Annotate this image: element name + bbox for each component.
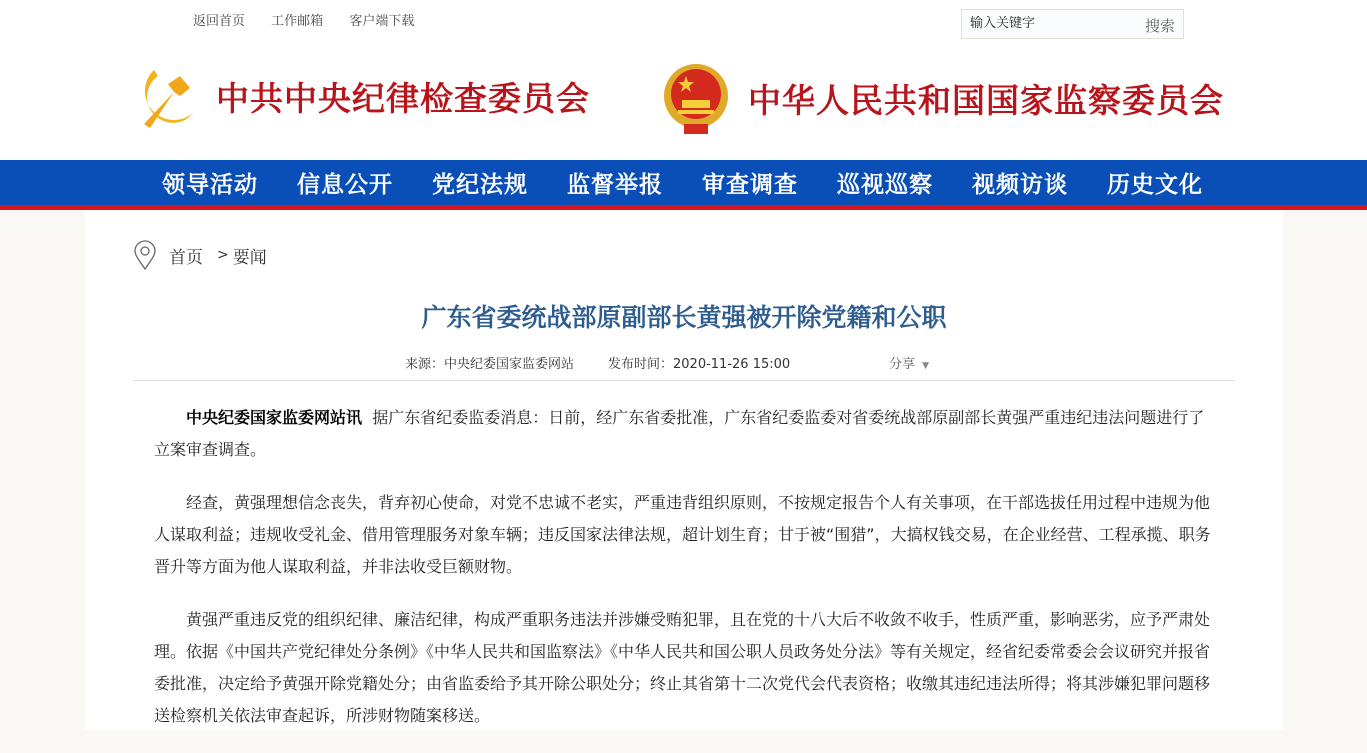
nav-regulations[interactable]: 党纪法规	[432, 171, 528, 198]
share-button[interactable]	[889, 353, 929, 372]
paragraph	[154, 402, 1216, 466]
link-client-download[interactable]: 客户端下载	[349, 14, 415, 29]
ccdi-logo[interactable]	[136, 62, 590, 130]
lead-text: 中央纪委国家监委网站讯	[186, 408, 363, 427]
nsc-logo[interactable]	[662, 62, 1224, 134]
breadcrumb-current[interactable]: 要闻	[232, 247, 267, 268]
nav-history[interactable]: 历史文化	[1107, 171, 1203, 198]
nav-leadership[interactable]: 领导活动	[162, 171, 258, 198]
article-source: 来源：中央纪委国家监委网站	[405, 357, 575, 372]
top-links	[193, 10, 436, 29]
main-nav	[0, 160, 1367, 210]
nav-info[interactable]: 信息公开	[297, 171, 393, 198]
paragraph-text: 据广东省纪委监委消息：日前，经广东省委批准，广东省纪委监委对省委统战部原副部长黄强严重违纪违法问题进行了立案审查调查。	[154, 408, 1205, 459]
link-home[interactable]: 返回首页	[193, 14, 246, 29]
article-meta	[405, 353, 824, 372]
party-emblem-icon	[136, 62, 202, 130]
paragraph: 黄强严重违反党的组织纪律、廉洁纪律，构成严重职务违法并涉嫌受贿犯罪，且在党的十八大后不收敛不收手，性质严重，影响恶劣，应予严肃处理。依据《中国共产党纪律处分条例》《中华人民共和国监察法》《中华人民共和国公职人员政务处分法》等有关规定，经省纪委常委会会议研究并报省委批准，决定给予黄强开除党籍处分；由省监委给予其开除公职处分；终止其省第十二次党代会代表资格；收缴其违纪违法所得；将其涉嫌犯罪问题移送检察机关依法审查起诉，所涉财物随案移送。	[154, 610, 1211, 725]
national-emblem-icon	[662, 62, 730, 134]
ccdi-title: 中共中央纪律检查委员会	[216, 78, 590, 118]
paragraph: 经查，黄强理想信念丧失，背弃初心使命，对党不忠诚不老实，严重违背组织原则，不按规定报告个人有关事项，在干部选拔任用过程中违规为他人谋取利益；违规收受礼金、借用管理服务对象车辆；违反国家法律法规，超计划生育；甘于被“围猎”，大搞权钱交易，在企业经营、工程承揽、职务晋升等方面为他人谋取利益，并非法收受巨额财物。	[154, 493, 1211, 576]
link-work-email[interactable]: 工作邮箱	[271, 14, 324, 29]
nav-investigation[interactable]: 审查调查	[702, 171, 798, 198]
nav-report[interactable]: 监督举报	[567, 171, 663, 198]
search-input[interactable]	[970, 16, 1130, 31]
article-time: 发布时间：2020-11-26 15:00	[608, 357, 791, 372]
nsc-title: 中华人民共和国国家监察委员会	[748, 80, 1224, 120]
nav-video[interactable]: 视频访谈	[972, 171, 1068, 198]
search-button[interactable]: 搜索	[1144, 17, 1175, 35]
search-box	[961, 9, 1184, 39]
breadcrumb	[133, 240, 267, 270]
article-container	[85, 210, 1283, 730]
top-header	[0, 0, 1367, 160]
breadcrumb-separator: >	[217, 247, 229, 263]
nav-inspection[interactable]: 巡视巡察	[837, 171, 933, 198]
breadcrumb-home[interactable]: 首页	[169, 247, 203, 268]
divider	[133, 380, 1235, 381]
share-label: 分享	[889, 357, 916, 372]
article-body	[154, 402, 1216, 753]
chevron-down-icon: ▼	[922, 361, 930, 371]
article-title: 广东省委统战部原副部长黄强被开除党籍和公职	[421, 303, 947, 332]
location-pin-icon	[133, 240, 157, 270]
